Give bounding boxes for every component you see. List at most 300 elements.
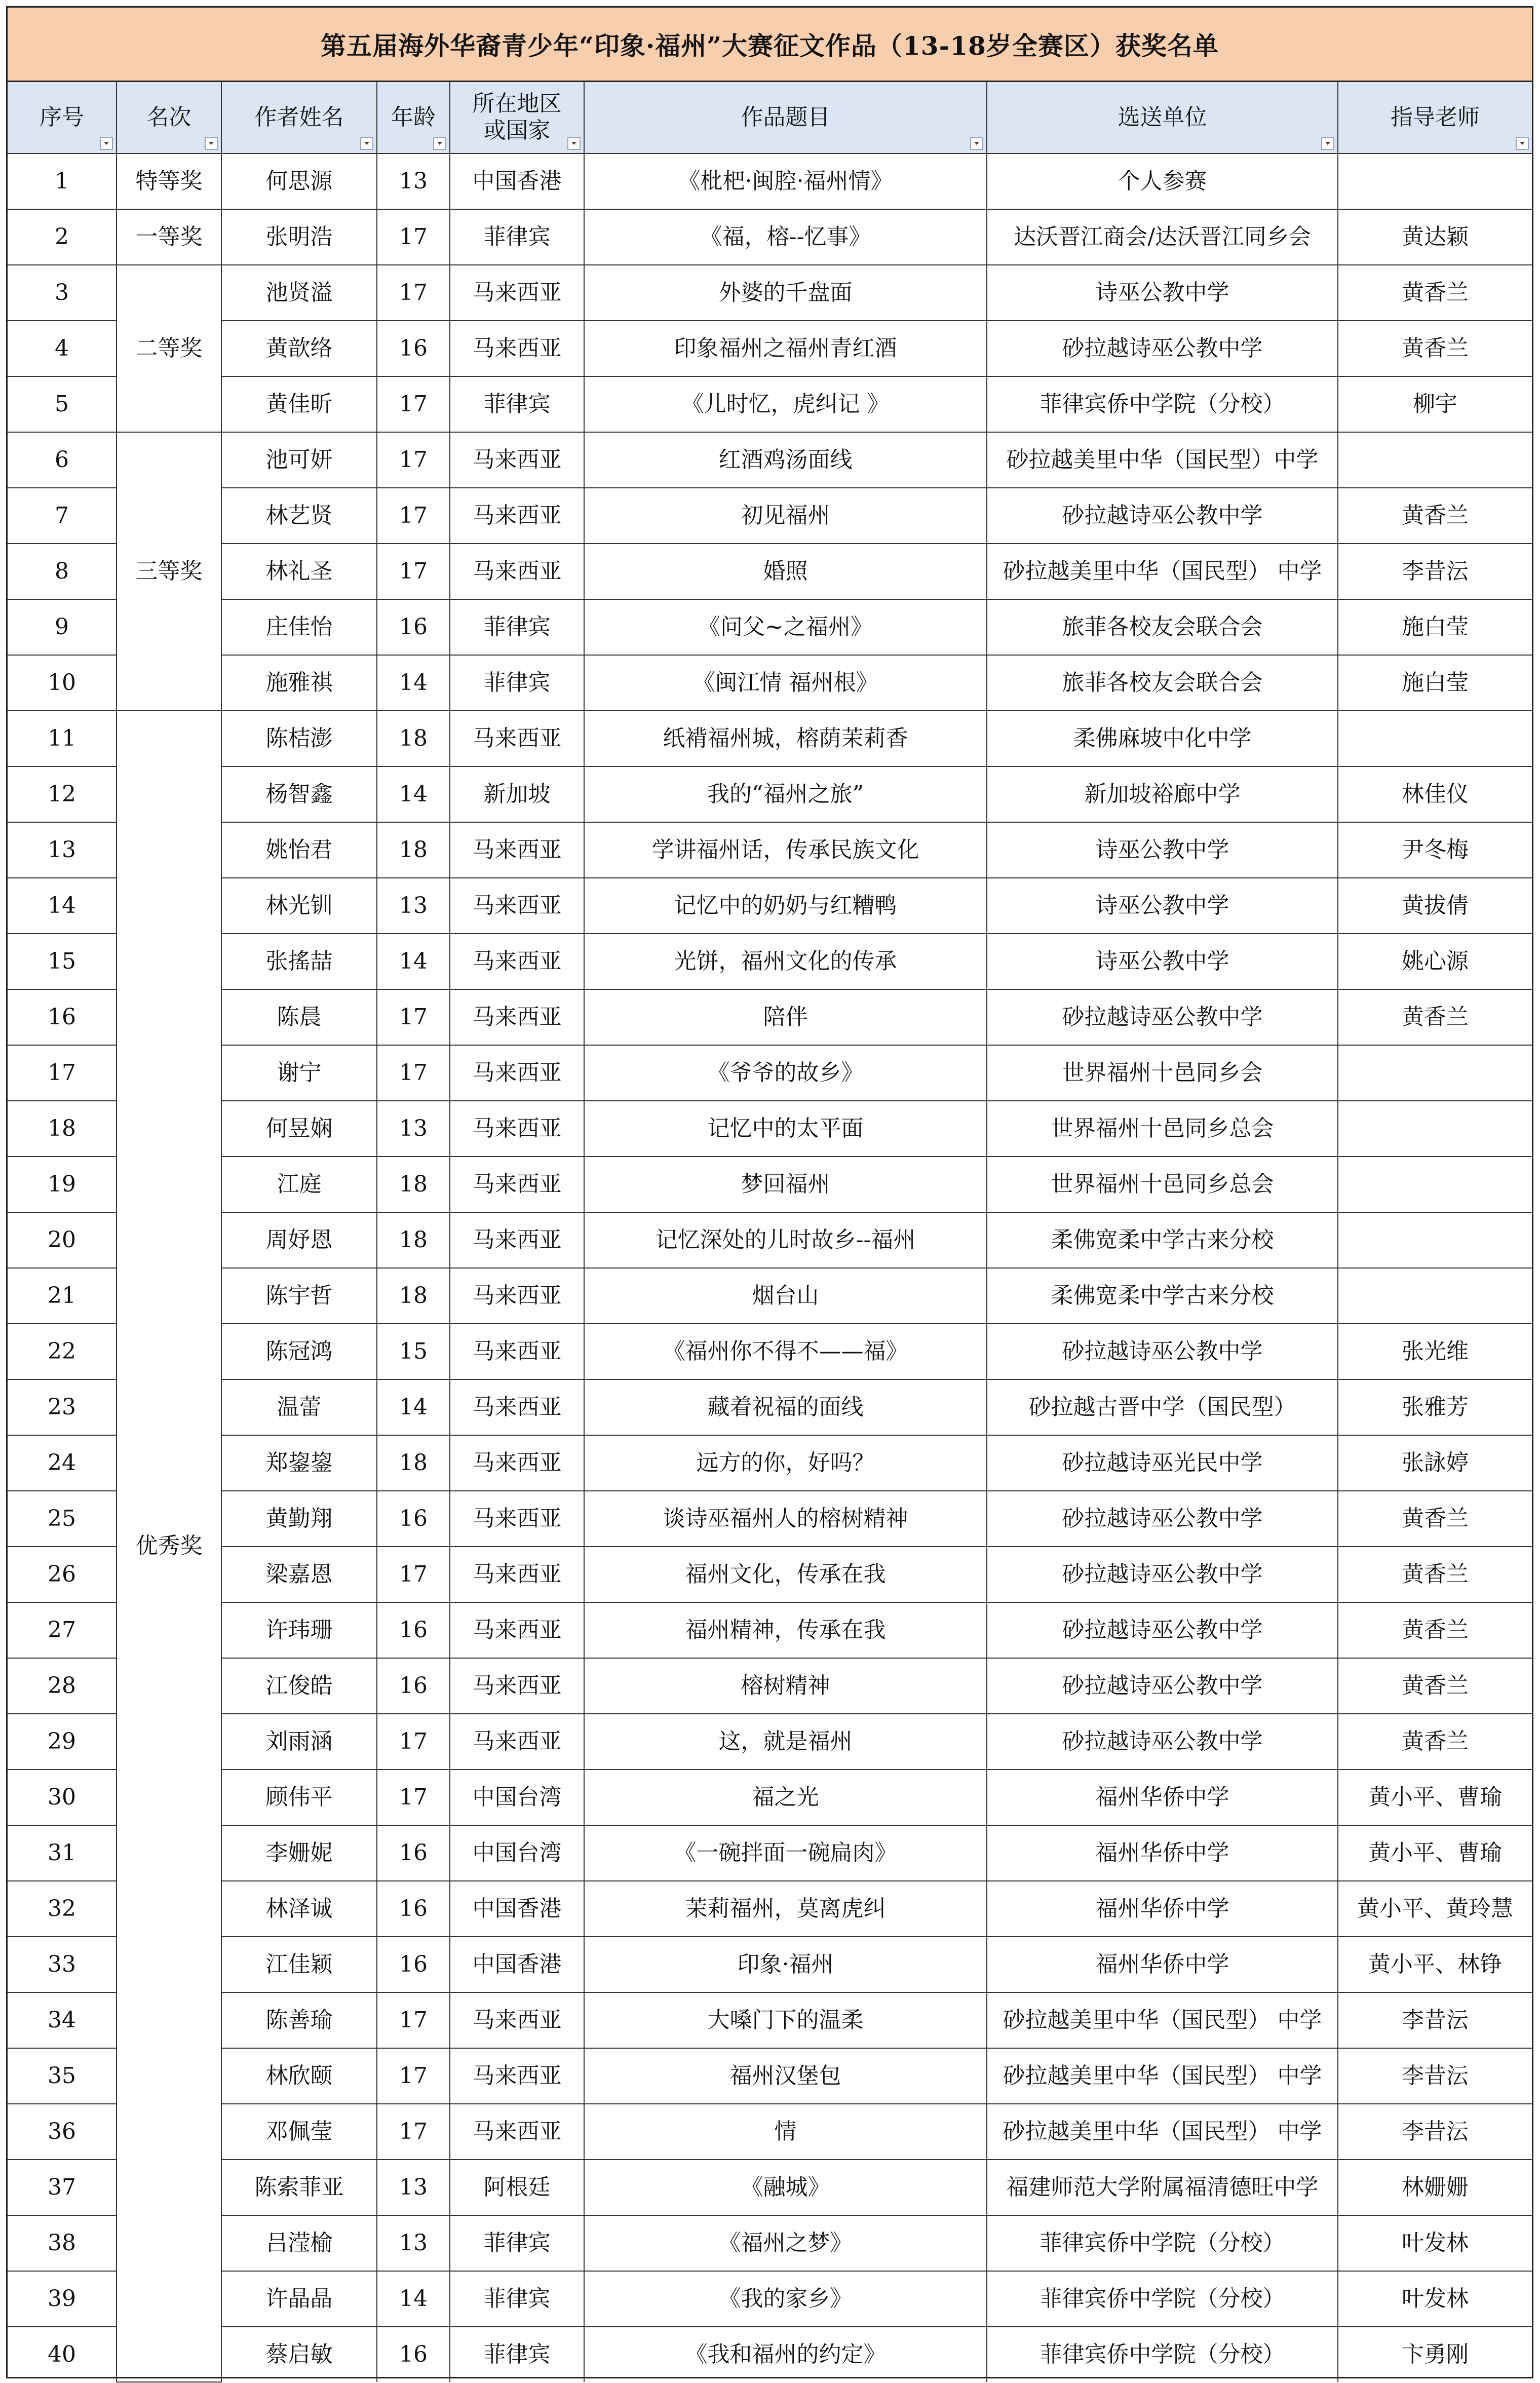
cell-teacher: 黄小平、曹瑜	[1338, 1825, 1532, 1881]
header-cell-unit[interactable]: 选送单位	[987, 82, 1338, 153]
cell-age: 17	[377, 1714, 450, 1770]
cell-author: 周妤恩	[221, 1212, 377, 1268]
cell-work-title: 记忆中的奶奶与红糟鸭	[584, 878, 987, 934]
table-row	[8, 1992, 1532, 2048]
cell-index: 39	[8, 2271, 117, 2327]
cell-age: 17	[377, 488, 450, 544]
cell-work-title: 纸褙福州城，榕荫茉莉香	[584, 711, 987, 766]
cell-teacher: 尹冬梅	[1338, 822, 1532, 878]
cell-author: 林欣颐	[221, 2048, 377, 2104]
cell-rank: 一等奖	[117, 209, 221, 265]
table-row	[8, 1268, 1532, 1324]
cell-unit: 砂拉越美里中华（国民型） 中学	[987, 2048, 1338, 2104]
cell-unit: 诗巫公教中学	[987, 934, 1338, 989]
cell-work-title: 陪伴	[584, 989, 987, 1045]
cell-author: 吕滢榆	[221, 2215, 377, 2271]
cell-work-title: 《儿时忆，虎纠记 》	[584, 376, 987, 432]
cell-unit: 旅菲各校友会联合会	[987, 599, 1338, 655]
cell-author: 张搖喆	[221, 934, 377, 989]
cell-region: 中国台湾	[450, 1825, 584, 1881]
cell-author: 温蕾	[221, 1379, 377, 1435]
table-row	[8, 1379, 1532, 1435]
table-row	[8, 488, 1532, 544]
cell-age: 17	[377, 432, 450, 488]
cell-author: 顾伟平	[221, 1770, 377, 1825]
cell-region: 马来西亚	[450, 1992, 584, 2048]
cell-teacher: 黄香兰	[1338, 1658, 1532, 1714]
cell-rank: 二等奖	[117, 265, 221, 432]
cell-index: 15	[8, 934, 117, 989]
cell-author: 施雅祺	[221, 655, 377, 711]
cell-unit: 诗巫公教中学	[987, 878, 1338, 934]
cell-region: 马来西亚	[450, 1157, 584, 1212]
cell-work-title: 福州文化，传承在我	[584, 1547, 987, 1602]
cell-age: 18	[377, 822, 450, 878]
cell-author: 杨智鑫	[221, 766, 377, 822]
cell-index: 18	[8, 1101, 117, 1157]
cell-index: 33	[8, 1937, 117, 1992]
cell-unit: 福州华侨中学	[987, 1937, 1338, 1992]
cell-region: 菲律宾	[450, 2215, 584, 2271]
dropdown-filter-icon[interactable]	[100, 137, 113, 150]
cell-teacher	[1338, 711, 1532, 766]
header-cell-rank[interactable]: 名次	[117, 82, 221, 153]
cell-age: 14	[377, 766, 450, 822]
cell-age: 18	[377, 1268, 450, 1324]
cell-index: 27	[8, 1602, 117, 1658]
cell-teacher: 李昔沄	[1338, 544, 1532, 599]
cell-age: 14	[377, 2271, 450, 2327]
cell-teacher: 黄香兰	[1338, 1714, 1532, 1770]
cell-work-title: 《福州之梦》	[584, 2215, 987, 2271]
cell-teacher: 叶发林	[1338, 2215, 1532, 2271]
cell-rank: 特等奖	[117, 153, 221, 209]
cell-age: 18	[377, 711, 450, 766]
cell-age: 14	[377, 934, 450, 989]
cell-teacher: 黄拔倩	[1338, 878, 1532, 934]
cell-teacher: 黄香兰	[1338, 265, 1532, 321]
cell-teacher: 林佳仪	[1338, 766, 1532, 822]
dropdown-filter-icon[interactable]	[1321, 137, 1334, 150]
cell-region: 菲律宾	[450, 209, 584, 265]
cell-author: 林礼圣	[221, 544, 377, 599]
table-row	[8, 321, 1532, 376]
cell-unit: 新加坡裕廊中学	[987, 766, 1338, 822]
table-body	[8, 153, 1532, 2382]
cell-teacher: 黄香兰	[1338, 1547, 1532, 1602]
cell-region: 马来西亚	[450, 1324, 584, 1379]
cell-index: 24	[8, 1435, 117, 1491]
cell-age: 18	[377, 1212, 450, 1268]
cell-region: 菲律宾	[450, 2271, 584, 2327]
table-row	[8, 878, 1532, 934]
cell-index: 21	[8, 1268, 117, 1324]
cell-region: 马来西亚	[450, 2104, 584, 2160]
cell-index: 37	[8, 2160, 117, 2215]
cell-age: 18	[377, 1435, 450, 1491]
cell-age: 16	[377, 1658, 450, 1714]
cell-unit: 个人参赛	[987, 153, 1338, 209]
cell-region: 马来西亚	[450, 488, 584, 544]
cell-index: 28	[8, 1658, 117, 1714]
cell-teacher: 黄小平、曹瑜	[1338, 1770, 1532, 1825]
cell-author: 蔡启敏	[221, 2327, 377, 2382]
cell-work-title: 我的“福州之旅”	[584, 766, 987, 822]
cell-teacher: 施白莹	[1338, 599, 1532, 655]
cell-work-title: 这，就是福州	[584, 1714, 987, 1770]
cell-unit: 柔佛麻坡中化中学	[987, 711, 1338, 766]
cell-author: 陈桔澎	[221, 711, 377, 766]
cell-age: 16	[377, 1881, 450, 1937]
table-row	[8, 599, 1532, 655]
cell-index: 2	[8, 209, 117, 265]
cell-unit: 砂拉越美里中华（国民型）中学	[987, 432, 1338, 488]
cell-work-title: 学讲福州话，传承民族文化	[584, 822, 987, 878]
table-row	[8, 2271, 1532, 2327]
cell-teacher: 黄香兰	[1338, 488, 1532, 544]
cell-work-title: 《爷爷的故乡》	[584, 1045, 987, 1101]
cell-author: 江佳颖	[221, 1937, 377, 1992]
cell-unit: 菲律宾侨中学院（分校）	[987, 2215, 1338, 2271]
cell-unit: 菲律宾侨中学院（分校）	[987, 2327, 1338, 2382]
table-row	[8, 2048, 1532, 2104]
cell-work-title: 福州精神，传承在我	[584, 1602, 987, 1658]
cell-age: 16	[377, 321, 450, 376]
cell-teacher: 柳宇	[1338, 376, 1532, 432]
header-cell-index[interactable]: 序号	[8, 82, 117, 153]
table-row	[8, 1714, 1532, 1770]
cell-work-title: 《福，榕--忆事》	[584, 209, 987, 265]
cell-work-title: 《融城》	[584, 2160, 987, 2215]
header-cell-teacher[interactable]: 指导老师	[1338, 82, 1532, 153]
cell-index: 26	[8, 1547, 117, 1602]
cell-teacher	[1338, 1101, 1532, 1157]
cell-age: 17	[377, 2048, 450, 2104]
cell-age: 17	[377, 544, 450, 599]
cell-work-title: 大嗓门下的温柔	[584, 1992, 987, 2048]
cell-index: 13	[8, 822, 117, 878]
cell-region: 马来西亚	[450, 1101, 584, 1157]
cell-work-title: 《我和福州的约定》	[584, 2327, 987, 2382]
cell-region: 马来西亚	[450, 1658, 584, 1714]
cell-teacher: 黄香兰	[1338, 989, 1532, 1045]
cell-work-title: 光饼，福州文化的传承	[584, 934, 987, 989]
cell-age: 16	[377, 1602, 450, 1658]
cell-index: 23	[8, 1379, 117, 1435]
cell-work-title: 《福州你不得不——福》	[584, 1324, 987, 1379]
cell-author: 梁嘉恩	[221, 1547, 377, 1602]
table-row	[8, 265, 1532, 321]
cell-unit: 菲律宾侨中学院（分校）	[987, 376, 1338, 432]
dropdown-filter-icon[interactable]	[433, 137, 446, 150]
cell-author: 江俊皓	[221, 1658, 377, 1714]
cell-work-title: 外婆的千盘面	[584, 265, 987, 321]
cell-index: 16	[8, 989, 117, 1045]
table-row	[8, 711, 1532, 766]
dropdown-filter-icon[interactable]	[360, 137, 373, 150]
cell-region: 马来西亚	[450, 1268, 584, 1324]
sheet-title: 第五届海外华裔青少年“印象·福州”大赛征文作品（13-18岁全赛区）获奖名单	[8, 8, 1532, 82]
table-row	[8, 1658, 1532, 1714]
cell-region: 新加坡	[450, 766, 584, 822]
cell-index: 20	[8, 1212, 117, 1268]
cell-index: 36	[8, 2104, 117, 2160]
cell-index: 31	[8, 1825, 117, 1881]
cell-age: 13	[377, 878, 450, 934]
cell-index: 38	[8, 2215, 117, 2271]
cell-unit: 菲律宾侨中学院（分校）	[987, 2271, 1338, 2327]
cell-region: 马来西亚	[450, 265, 584, 321]
cell-age: 14	[377, 655, 450, 711]
cell-unit: 砂拉越诗巫公教中学	[987, 1324, 1338, 1379]
table-row	[8, 2104, 1532, 2160]
cell-unit: 福州华侨中学	[987, 1825, 1338, 1881]
cell-region: 马来西亚	[450, 711, 584, 766]
cell-unit: 达沃晋江商会/达沃晋江同乡会	[987, 209, 1338, 265]
cell-region: 菲律宾	[450, 599, 584, 655]
cell-teacher: 施白莹	[1338, 655, 1532, 711]
cell-author: 黄勤翔	[221, 1491, 377, 1547]
cell-work-title: 记忆中的太平面	[584, 1101, 987, 1157]
cell-region: 马来西亚	[450, 2048, 584, 2104]
cell-age: 16	[377, 1825, 450, 1881]
cell-work-title: 藏着祝福的面线	[584, 1379, 987, 1435]
table-row	[8, 2327, 1532, 2382]
cell-index: 30	[8, 1770, 117, 1825]
cell-author: 陈宇哲	[221, 1268, 377, 1324]
award-table	[8, 82, 1532, 2382]
cell-index: 14	[8, 878, 117, 934]
cell-author: 郑鋆鋆	[221, 1435, 377, 1491]
cell-work-title: 福之光	[584, 1770, 987, 1825]
cell-region: 马来西亚	[450, 1714, 584, 1770]
cell-unit: 世界福州十邑同乡总会	[987, 1101, 1338, 1157]
table-row	[8, 1101, 1532, 1157]
cell-teacher	[1338, 1212, 1532, 1268]
cell-author: 李姗妮	[221, 1825, 377, 1881]
table-row	[8, 209, 1532, 265]
cell-index: 29	[8, 1714, 117, 1770]
cell-unit: 砂拉越诗巫公教中学	[987, 1658, 1338, 1714]
table-row	[8, 1045, 1532, 1101]
cell-region: 马来西亚	[450, 1602, 584, 1658]
cell-work-title: 印象·福州	[584, 1937, 987, 1992]
table-row	[8, 989, 1532, 1045]
cell-index: 8	[8, 544, 117, 599]
table-row	[8, 655, 1532, 711]
table-row	[8, 1881, 1532, 1937]
cell-author: 何昱娴	[221, 1101, 377, 1157]
cell-author: 林艺贤	[221, 488, 377, 544]
cell-index: 4	[8, 321, 117, 376]
cell-unit: 福州华侨中学	[987, 1881, 1338, 1937]
cell-index: 7	[8, 488, 117, 544]
cell-teacher: 黄达颖	[1338, 209, 1532, 265]
cell-index: 6	[8, 432, 117, 488]
cell-age: 17	[377, 265, 450, 321]
cell-age: 13	[377, 2215, 450, 2271]
cell-index: 35	[8, 2048, 117, 2104]
cell-region: 马来西亚	[450, 1547, 584, 1602]
cell-region: 中国香港	[450, 1937, 584, 1992]
dropdown-filter-icon[interactable]	[567, 137, 581, 150]
cell-work-title: 《一碗拌面一碗扁肉》	[584, 1825, 987, 1881]
cell-index: 1	[8, 153, 117, 209]
cell-work-title: 情	[584, 2104, 987, 2160]
cell-region: 马来西亚	[450, 1435, 584, 1491]
table-row	[8, 432, 1532, 488]
cell-teacher	[1338, 1268, 1532, 1324]
cell-age: 15	[377, 1324, 450, 1379]
cell-unit: 福州华侨中学	[987, 1770, 1338, 1825]
cell-index: 9	[8, 599, 117, 655]
cell-age: 17	[377, 1992, 450, 2048]
table-row	[8, 1157, 1532, 1212]
cell-unit: 旅菲各校友会联合会	[987, 655, 1338, 711]
table-row	[8, 1602, 1532, 1658]
cell-region: 马来西亚	[450, 432, 584, 488]
cell-region: 菲律宾	[450, 2327, 584, 2382]
cell-index: 11	[8, 711, 117, 766]
cell-region: 马来西亚	[450, 934, 584, 989]
cell-region: 马来西亚	[450, 989, 584, 1045]
cell-age: 17	[377, 989, 450, 1045]
cell-work-title: 烟台山	[584, 1268, 987, 1324]
cell-index: 25	[8, 1491, 117, 1547]
cell-index: 34	[8, 1992, 117, 2048]
cell-region: 马来西亚	[450, 1491, 584, 1547]
cell-author: 许玮珊	[221, 1602, 377, 1658]
cell-age: 18	[377, 1157, 450, 1212]
cell-teacher: 黄香兰	[1338, 1602, 1532, 1658]
header-cell-work-title[interactable]: 作品题目	[584, 82, 987, 153]
cell-age: 17	[377, 1045, 450, 1101]
cell-age: 16	[377, 2327, 450, 2382]
cell-work-title: 远方的你，好吗？	[584, 1435, 987, 1491]
cell-rank: 三等奖	[117, 432, 221, 711]
cell-teacher: 李昔沄	[1338, 2104, 1532, 2160]
cell-unit: 砂拉越诗巫公教中学	[987, 1547, 1338, 1602]
cell-work-title: 初见福州	[584, 488, 987, 544]
cell-age: 17	[377, 376, 450, 432]
table-row	[8, 934, 1532, 989]
header-cell-age[interactable]: 年龄	[377, 82, 450, 153]
cell-teacher	[1338, 432, 1532, 488]
cell-unit: 诗巫公教中学	[987, 822, 1338, 878]
cell-index: 12	[8, 766, 117, 822]
cell-index: 22	[8, 1324, 117, 1379]
cell-age: 17	[377, 1770, 450, 1825]
table-row	[8, 1212, 1532, 1268]
cell-unit: 砂拉越诗巫公教中学	[987, 1714, 1338, 1770]
cell-work-title: 茉莉福州，莫离虎纠	[584, 1881, 987, 1937]
cell-author: 谢宁	[221, 1045, 377, 1101]
cell-unit: 世界福州十邑同乡会	[987, 1045, 1338, 1101]
cell-work-title: 谈诗巫福州人的榕树精神	[584, 1491, 987, 1547]
cell-author: 陈晨	[221, 989, 377, 1045]
cell-region: 马来西亚	[450, 822, 584, 878]
cell-unit: 砂拉越诗巫公教中学	[987, 321, 1338, 376]
cell-unit: 砂拉越诗巫光民中学	[987, 1435, 1338, 1491]
cell-author: 庄佳怡	[221, 599, 377, 655]
cell-region: 中国台湾	[450, 1770, 584, 1825]
cell-teacher: 张詠婷	[1338, 1435, 1532, 1491]
table-row	[8, 544, 1532, 599]
cell-teacher: 黄小平、林铮	[1338, 1937, 1532, 1992]
cell-teacher: 张光维	[1338, 1324, 1532, 1379]
cell-age: 16	[377, 1937, 450, 1992]
cell-teacher: 黄香兰	[1338, 321, 1532, 376]
header-cell-region[interactable]: 所在地区或国家	[450, 82, 584, 153]
dropdown-filter-icon[interactable]	[205, 137, 218, 150]
dropdown-filter-icon[interactable]	[1516, 137, 1529, 150]
cell-age: 16	[377, 1491, 450, 1547]
cell-unit: 砂拉越诗巫公教中学	[987, 989, 1338, 1045]
cell-region: 马来西亚	[450, 878, 584, 934]
cell-author: 刘雨涵	[221, 1714, 377, 1770]
cell-author: 陈冠鸿	[221, 1324, 377, 1379]
cell-unit: 砂拉越古晋中学（国民型）	[987, 1379, 1338, 1435]
cell-region: 马来西亚	[450, 1379, 584, 1435]
cell-work-title: 印象福州之福州青红酒	[584, 321, 987, 376]
cell-age: 14	[377, 1379, 450, 1435]
cell-teacher: 李昔沄	[1338, 2048, 1532, 2104]
table-row	[8, 1770, 1532, 1825]
cell-teacher: 黄小平、黄玲慧	[1338, 1881, 1532, 1937]
dropdown-filter-icon[interactable]	[970, 137, 983, 150]
cell-author: 许晶晶	[221, 2271, 377, 2327]
cell-index: 10	[8, 655, 117, 711]
cell-work-title: 《闽江情 福州根》	[584, 655, 987, 711]
cell-index: 40	[8, 2327, 117, 2382]
cell-author: 陈索菲亚	[221, 2160, 377, 2215]
cell-age: 17	[377, 1547, 450, 1602]
award-sheet	[6, 6, 1533, 2378]
cell-author: 黄佳昕	[221, 376, 377, 432]
table-row	[8, 2215, 1532, 2271]
cell-unit: 福建师范大学附属福清德旺中学	[987, 2160, 1338, 2215]
header-cell-author[interactable]: 作者姓名	[221, 82, 377, 153]
table-row	[8, 153, 1532, 209]
cell-unit: 砂拉越诗巫公教中学	[987, 1491, 1338, 1547]
cell-unit: 砂拉越美里中华（国民型） 中学	[987, 1992, 1338, 2048]
cell-work-title: 榕树精神	[584, 1658, 987, 1714]
cell-age: 16	[377, 599, 450, 655]
table-row	[8, 376, 1532, 432]
cell-author: 池可妍	[221, 432, 377, 488]
cell-index: 17	[8, 1045, 117, 1101]
cell-work-title: 《问父~之福州》	[584, 599, 987, 655]
cell-teacher: 黄香兰	[1338, 1491, 1532, 1547]
table-row	[8, 2160, 1532, 2215]
cell-index: 5	[8, 376, 117, 432]
cell-work-title: 《我的家乡》	[584, 2271, 987, 2327]
cell-unit: 诗巫公教中学	[987, 265, 1338, 321]
cell-work-title: 福州汉堡包	[584, 2048, 987, 2104]
cell-work-title: 梦回福州	[584, 1157, 987, 1212]
cell-age: 17	[377, 2104, 450, 2160]
cell-teacher: 张雅芳	[1338, 1379, 1532, 1435]
cell-age: 13	[377, 1101, 450, 1157]
cell-age: 13	[377, 153, 450, 209]
cell-unit: 世界福州十邑同乡总会	[987, 1157, 1338, 1212]
table-row	[8, 1825, 1532, 1881]
cell-unit: 砂拉越诗巫公教中学	[987, 488, 1338, 544]
cell-teacher: 姚心源	[1338, 934, 1532, 989]
cell-author: 陈善瑜	[221, 1992, 377, 2048]
cell-work-title: 记忆深处的儿时故乡--福州	[584, 1212, 987, 1268]
cell-unit: 柔佛宽柔中学古来分校	[987, 1212, 1338, 1268]
